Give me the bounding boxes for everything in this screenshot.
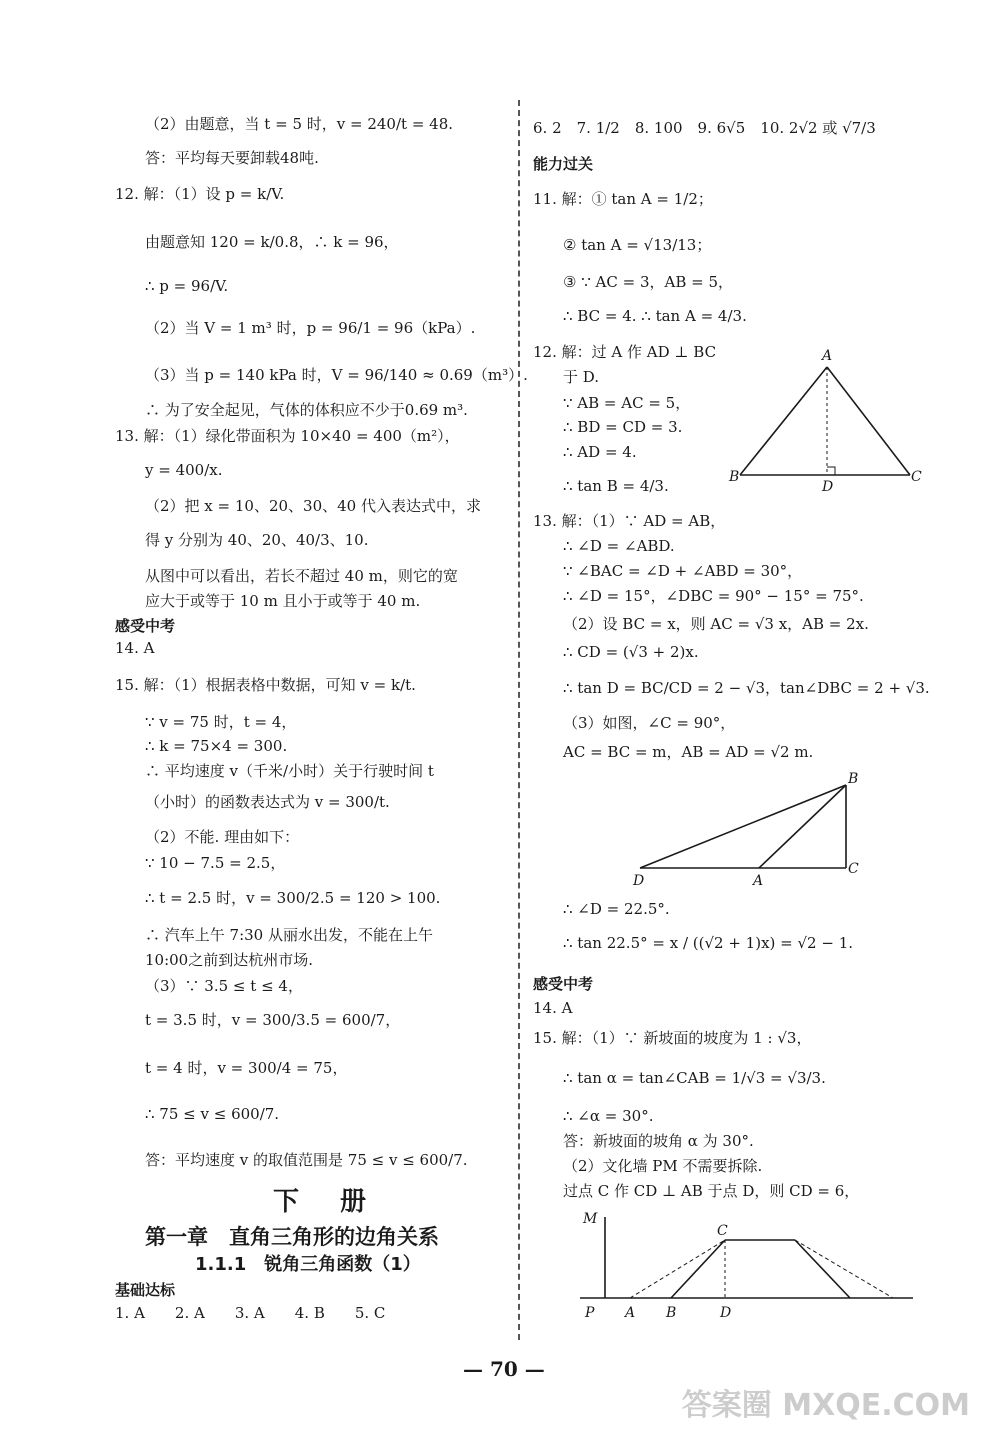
text-line: 于 D. bbox=[563, 368, 600, 386]
figure-triangle-dbc bbox=[625, 765, 870, 890]
text-line: ∴ 为了安全起见，气体的体积应不少于0.69 m³. bbox=[145, 401, 468, 419]
text-line: ∴ p = 96/V. bbox=[145, 277, 229, 295]
text-line: 15. 解：（1）根据表格中数据，可知 v = k/t. bbox=[115, 676, 416, 694]
text-line: ∴ ∠D = 15°，∠DBC = 90° − 15° = 75°. bbox=[563, 587, 864, 605]
text-line: ∴ CD = (√3 + 2)x. bbox=[563, 643, 699, 661]
text-line: t = 3.5 时，v = 300/3.5 = 600/7， bbox=[145, 1011, 401, 1029]
label-p: P bbox=[585, 1305, 595, 1321]
text-line: （2）不能. 理由如下： bbox=[145, 828, 300, 846]
section-heading: 能力过关 bbox=[533, 155, 594, 173]
text-line: 应大于或等于 10 m 且小于或等于 40 m. bbox=[145, 592, 421, 610]
text-line: （2）设 BC = x，则 AC = √3 x，AB = 2x. bbox=[563, 615, 869, 633]
text-line: ∴ tan 22.5° = x / ((√2 + 1)x) = √2 − 1. bbox=[563, 934, 854, 952]
text-line: ∴ tan B = 4/3. bbox=[563, 477, 669, 495]
column-divider bbox=[518, 100, 520, 1340]
text-line: （2）文化墙 PM 不需要拆除. bbox=[563, 1157, 763, 1175]
text-line: ∴ t = 2.5 时，v = 300/2.5 = 120 > 100. bbox=[145, 889, 441, 907]
text-line: ∵ v = 75 时，t = 4， bbox=[145, 713, 297, 731]
label-a: A bbox=[625, 1305, 636, 1321]
text-line: t = 4 时，v = 300/4 = 75， bbox=[145, 1059, 348, 1077]
right-slope bbox=[795, 1240, 850, 1298]
label-b: B bbox=[729, 469, 740, 485]
label-d: D bbox=[633, 873, 645, 889]
page-number: — 70 — bbox=[463, 1357, 545, 1381]
text-line: 10:00之前到达杭州市场. bbox=[145, 951, 313, 969]
text-line: y = 400/x. bbox=[145, 461, 223, 479]
text-line: ∴ k = 75×4 = 300. bbox=[145, 737, 288, 755]
text-line: 14. A bbox=[533, 999, 573, 1017]
text-line: ∵ 10 − 7.5 = 2.5， bbox=[145, 854, 286, 872]
figure-slope bbox=[575, 1205, 920, 1325]
text-line: 答：平均每天要卸载48吨. bbox=[145, 149, 319, 167]
watermark: 答案圈 MXQE.COM bbox=[681, 1388, 970, 1423]
text-line: ∵ AB = AC = 5， bbox=[563, 394, 691, 412]
text-line: ∴ ∠α = 30°. bbox=[563, 1107, 654, 1125]
text-line: ∴ 平均速度 v（千米/小时）关于行驶时间 t bbox=[145, 762, 434, 780]
label-b: B bbox=[848, 771, 859, 787]
text-line: （2）由题意，当 t = 5 时，v = 240/t = 48. bbox=[145, 115, 454, 133]
text-line: 13. 解：（1）∵ AD = AB， bbox=[533, 512, 726, 530]
label-a: A bbox=[822, 348, 833, 364]
text-line: 由题意知 120 = k/0.8，∴ k = 96， bbox=[145, 233, 399, 251]
text-line: 15. 解：（1）∵ 新坡面的坡度为 1 : √3， bbox=[533, 1029, 812, 1047]
text-line: （2）把 x = 10、20、30、40 代入表达式中，求 bbox=[145, 497, 481, 515]
text-line: ∴ ∠D = 22.5°. bbox=[563, 900, 670, 918]
text-line: ∵ ∠BAC = ∠D + ∠ABD = 30°， bbox=[563, 562, 803, 580]
text-line: 1. A 2. A 3. A 4. B 5. C bbox=[115, 1304, 386, 1322]
text-line: 答：平均速度 v 的取值范围是 75 ≤ v ≤ 600/7. bbox=[145, 1151, 468, 1169]
text-line: ∴ tan α = tan∠CAB = 1/√3 = √3/3. bbox=[563, 1069, 826, 1087]
old-slope bbox=[671, 1240, 725, 1298]
text-line: 6. 2 7. 1/2 8. 100 9. 6√5 10. 2√2 或 √7/3 bbox=[533, 119, 876, 137]
text-line: ∴ BC = 4. ∴ tan A = 4/3. bbox=[563, 307, 747, 325]
right-angle-mark bbox=[827, 467, 835, 475]
label-c: C bbox=[911, 469, 922, 485]
label-a: A bbox=[753, 873, 764, 889]
text-line: 得 y 分别为 40、20、40/3、10. bbox=[145, 531, 369, 549]
text-line: （小时）的函数表达式为 v = 300/t. bbox=[145, 793, 390, 811]
text-line: ② tan A = √13/13； bbox=[563, 236, 712, 254]
text-line: 14. A bbox=[115, 639, 155, 657]
label-d: D bbox=[822, 479, 834, 495]
text-line: ∴ AD = 4. bbox=[563, 443, 637, 461]
text-line: 11. 解：① tan A = 1/2； bbox=[533, 190, 713, 208]
new-slope bbox=[630, 1240, 725, 1298]
text-line: 12. 解：（1）设 p = k/V. bbox=[115, 185, 285, 203]
segment-db bbox=[640, 785, 846, 868]
text-line: 12. 解：过 A 作 AD ⊥ BC bbox=[533, 343, 717, 361]
segment-ac bbox=[827, 367, 910, 475]
text-line: ∴ tan D = BC/CD = 2 − √3，tan∠DBC = 2 + √3. bbox=[563, 679, 930, 697]
text-line: （3）如图，∠C = 90°， bbox=[563, 714, 736, 732]
label-c: C bbox=[848, 861, 859, 877]
text-line: 13. 解：（1）绿化带面积为 10×40 = 400（m²）， bbox=[115, 427, 460, 445]
text-line: ∴ ∠D = ∠ABD. bbox=[563, 537, 675, 555]
text-line: ∴ 汽车上午 7:30 从丽水出发，不能在上午 bbox=[145, 926, 433, 944]
label-d: D bbox=[720, 1305, 732, 1321]
new-right-slope bbox=[795, 1240, 893, 1298]
section-heading: 感受中考 bbox=[115, 617, 176, 635]
section-heading: 基础达标 bbox=[115, 1281, 176, 1299]
text-line: 答：新坡面的坡角 α 为 30°. bbox=[563, 1132, 754, 1150]
volume-title: 下 册 bbox=[273, 1187, 383, 1217]
section-title: 1.1.1 锐角三角函数（1） bbox=[195, 1254, 421, 1275]
text-line: 从图中可以看出，若长不超过 40 m，则它的宽 bbox=[145, 567, 458, 585]
text-line: （3）∵ 3.5 ≤ t ≤ 4， bbox=[145, 977, 303, 995]
text-line: ∴ BD = CD = 3. bbox=[563, 418, 683, 436]
text-line: （2）当 V = 1 m³ 时，p = 96/1 = 96（kPa）. bbox=[145, 319, 476, 337]
label-b: B bbox=[666, 1305, 677, 1321]
label-m: M bbox=[583, 1211, 598, 1227]
text-line: （3）当 p = 140 kPa 时，V = 96/140 ≈ 0.69（m³）. bbox=[145, 366, 528, 384]
section-heading: 感受中考 bbox=[533, 975, 594, 993]
text-line: AC = BC = m，AB = AD = √2 m. bbox=[563, 743, 814, 761]
figure-isosceles-triangle bbox=[725, 345, 925, 495]
label-c: C bbox=[717, 1223, 728, 1239]
chapter-title: 第一章 直角三角形的边角关系 bbox=[145, 1225, 439, 1249]
text-line: ∴ 75 ≤ v ≤ 600/7. bbox=[145, 1105, 280, 1123]
segment-ab bbox=[759, 785, 846, 868]
text-line: 过点 C 作 CD ⊥ AB 于点 D，则 CD = 6， bbox=[563, 1182, 860, 1200]
segment-ab bbox=[740, 367, 827, 475]
text-line: ③ ∵ AC = 3，AB = 5， bbox=[563, 273, 733, 291]
